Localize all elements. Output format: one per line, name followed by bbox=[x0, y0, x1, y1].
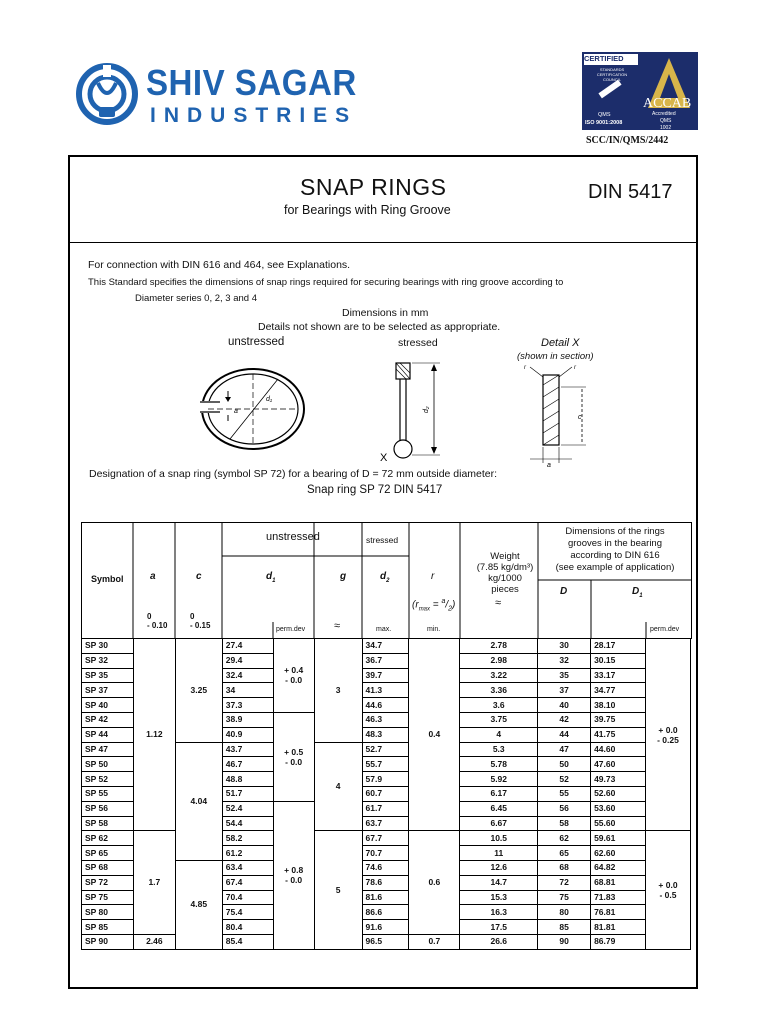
table-row: SP 80 75.4 86.6 16.3 80 76.81 bbox=[82, 905, 691, 920]
brand-name: SHIV SAGAR bbox=[146, 62, 357, 103]
group-stressed: stressed bbox=[366, 535, 399, 545]
page-subtitle: for Bearings with Ring Groove bbox=[284, 203, 451, 217]
accab-sub-text: Accredited bbox=[652, 111, 676, 117]
table-row: SP 50 46.7 55.7 5.78 50 47.60 bbox=[82, 757, 691, 772]
col-r: r bbox=[431, 571, 435, 582]
col-weight: Weight (7.85 kg/dm³) kg/1000 pieces bbox=[476, 551, 534, 595]
col-d2-max: max. bbox=[376, 626, 392, 633]
details-note: Details not shown are to be selected as appropriate. bbox=[258, 321, 501, 333]
col-a-tolerance: 0 - 0.10 bbox=[147, 612, 168, 630]
svg-text:d₁: d₁ bbox=[266, 396, 273, 403]
svg-text:r: r bbox=[524, 365, 526, 371]
intro-line-3: Diameter series 0, 2, 3 and 4 bbox=[135, 293, 257, 304]
page-title: SNAP RINGS bbox=[300, 174, 447, 200]
table-row: SP 37 34 41.3 3.36 37 34.77 bbox=[82, 683, 691, 698]
intro-line-1: For connection with DIN 616 and 464, see Explanations. bbox=[88, 259, 351, 271]
cert-council-text: STANDARDS CERTIFICATION COUNCIL bbox=[596, 67, 628, 82]
table-row: SP 58 54.4 63.7 6.67 58 55.60 bbox=[82, 816, 691, 831]
col-symbol: Symbol bbox=[91, 574, 124, 584]
svg-text:X: X bbox=[380, 452, 388, 464]
intro-line-2: This Standard specifies the dimensions of snap rings required for securing bearings with ring groove according to bbox=[88, 277, 564, 288]
company-logo-icon bbox=[76, 63, 138, 125]
cert-qms-text: QMS bbox=[598, 112, 611, 118]
table-row: SP 30 1.12 3.25 27.4 + 0.4 - 0.0 3 34.7 0.4 2.78 30 28.17 + 0.0 - 0.25 bbox=[82, 639, 691, 654]
table-row: SP 62 1.7 58.2 5 67.7 0.6 10.5 62 59.61 + 0.0 - 0.5 bbox=[82, 831, 691, 846]
svg-text:a: a bbox=[234, 408, 238, 415]
col-g-approx: ≈ bbox=[334, 620, 341, 632]
col-c-tolerance: 0 - 0.15 bbox=[190, 612, 211, 630]
table-row: SP 40 37.3 44.6 3.6 40 38.10 bbox=[82, 698, 691, 713]
designation-example: Snap ring SP 72 DIN 5417 bbox=[307, 484, 443, 496]
col-d2: $d_2$ bbox=[380, 571, 390, 584]
group-ring-grooves: Dimensions of the rings grooves in the bearing according to DIN 616 (see example of application) bbox=[555, 526, 675, 573]
col-c: c bbox=[196, 571, 202, 582]
snap-ring-table bbox=[81, 638, 691, 950]
table-row: SP 55 51.7 60.7 6.17 55 52.60 bbox=[82, 786, 691, 801]
accab-num-text: 1002 bbox=[660, 125, 672, 131]
fig-unstressed-label: unstressed bbox=[228, 336, 285, 348]
designation-text: Designation of a snap ring (symbol SP 72) for a bearing of D = 72 mm outside diameter: bbox=[89, 468, 498, 480]
brand-subname: INDUSTRIES bbox=[150, 104, 358, 127]
col-D1-perm-dev: perm.dev bbox=[650, 626, 680, 633]
table-row: SP 72 67.4 78.6 14.7 72 68.81 bbox=[82, 875, 691, 890]
table-row: SP 52 48.8 57.9 5.92 52 49.73 bbox=[82, 772, 691, 787]
col-weight-approx: ≈ bbox=[495, 597, 502, 609]
table-row: SP 35 32.4 39.7 3.22 35 33.17 bbox=[82, 668, 691, 683]
table-row: SP 44 40.9 48.3 4 44 41.75 bbox=[82, 727, 691, 742]
col-D: D bbox=[560, 586, 568, 597]
table-row: SP 42 38.9 + 0.5 - 0.0 46.3 3.75 42 39.75 bbox=[82, 712, 691, 727]
fig-detail-sub: (shown in section) bbox=[517, 351, 594, 362]
col-g: g bbox=[340, 571, 347, 582]
table-row: SP 68 4.85 63.4 74.6 12.6 68 64.82 bbox=[82, 860, 691, 875]
svg-text:d₂: d₂ bbox=[423, 406, 430, 413]
svg-text:c: c bbox=[578, 414, 582, 421]
col-r-min: min. bbox=[427, 626, 441, 633]
col-D1: $D_1$ bbox=[632, 586, 643, 599]
col-r-formula: $(r_{max} = ^a/_2)$ bbox=[412, 598, 456, 613]
col-d1-perm-dev: perm.dev bbox=[276, 626, 306, 633]
snap-ring-diagram bbox=[190, 355, 630, 470]
title-divider bbox=[70, 242, 696, 243]
cert-code: SCC/IN/QMS/2442 bbox=[586, 135, 669, 146]
table-row: SP 85 80.4 91.6 17.5 85 81.81 bbox=[82, 920, 691, 935]
accab-text: ACCAB bbox=[643, 96, 692, 111]
table-row: SP 56 52.4 + 0.8 - 0.0 61.7 6.45 56 53.60 bbox=[82, 801, 691, 816]
col-d1: $d_1$ bbox=[266, 571, 276, 584]
cert-top-text: CERTIFIED bbox=[584, 54, 624, 63]
table-row: SP 90 2.46 85.4 96.5 0.7 26.6 90 86.79 bbox=[82, 934, 691, 949]
dims-note: Dimensions in mm bbox=[342, 307, 429, 319]
standard-number: DIN 5417 bbox=[588, 181, 673, 203]
svg-text:r: r bbox=[574, 365, 576, 371]
table-row: SP 32 29.4 36.7 2.98 32 30.15 bbox=[82, 653, 691, 668]
accab-qms-text: QMS bbox=[660, 118, 672, 124]
svg-text:a: a bbox=[547, 462, 551, 469]
fig-detail-label: Detail X bbox=[541, 337, 580, 349]
cert-iso-text: ISO 9001:2008 bbox=[585, 120, 623, 126]
group-unstressed: unstressed bbox=[266, 531, 320, 543]
table-row: SP 75 70.4 81.6 15.3 75 71.83 bbox=[82, 890, 691, 905]
table-row: SP 47 4.04 43.7 4 52.7 5.3 47 44.60 bbox=[82, 742, 691, 757]
fig-stressed-label: stressed bbox=[398, 337, 438, 349]
table-row: SP 65 61.2 70.7 11 65 62.60 bbox=[82, 846, 691, 861]
col-a: a bbox=[150, 571, 156, 582]
